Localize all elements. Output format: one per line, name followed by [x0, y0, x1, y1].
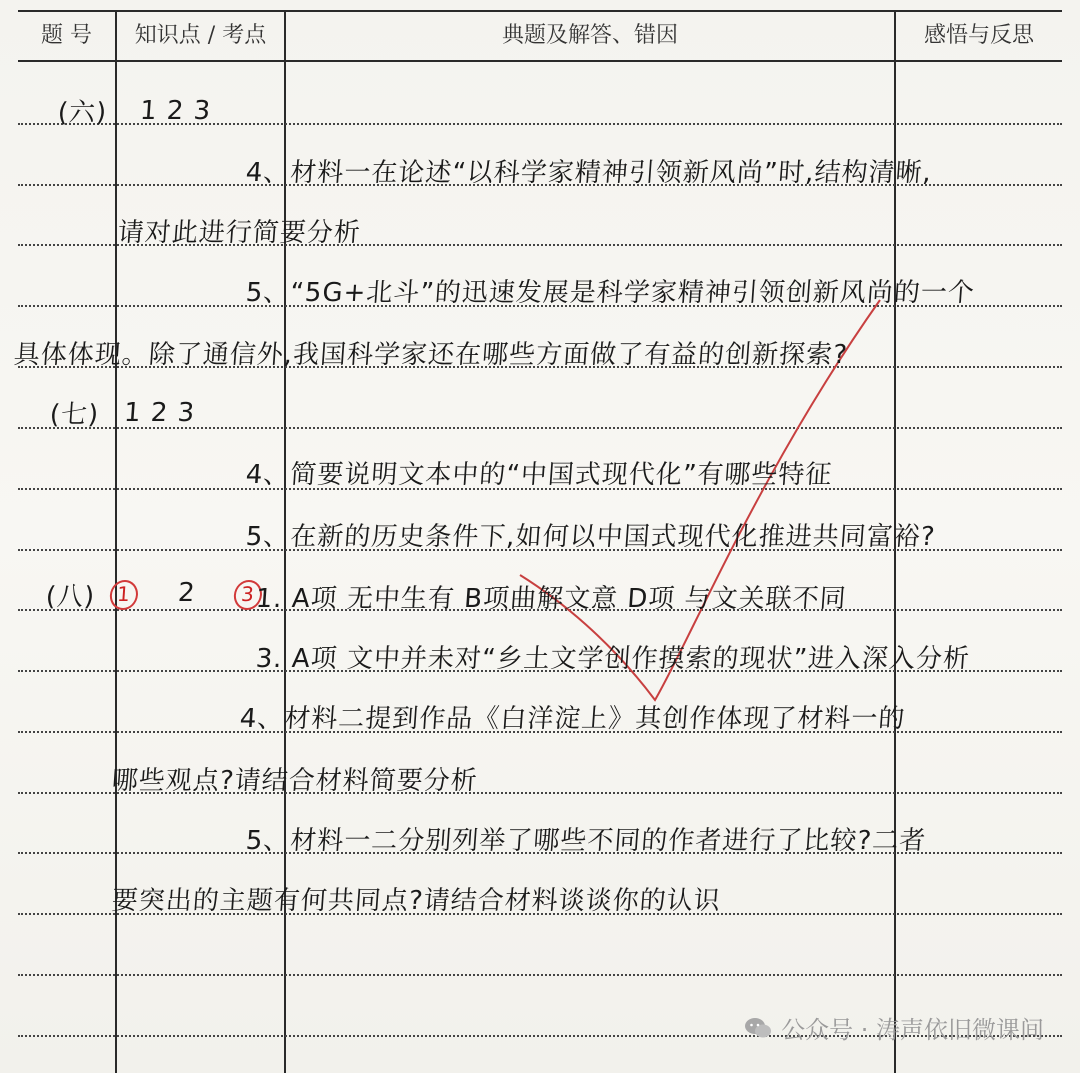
question-text: 4、简要说明文本中的“中国式现代化”有哪些特征: [244, 460, 834, 490]
knowledge-points: 1 2 3: [138, 96, 213, 126]
question-text: 要突出的主题有何共同点?请结合材料谈谈你的认识: [110, 886, 722, 916]
question-number: (八): [44, 582, 97, 612]
header-knowledge: 知识点 / 考点: [134, 23, 267, 48]
question-number: (七): [48, 400, 101, 430]
knowledge-point-circled: 3: [233, 578, 263, 610]
question-text: 5、在新的历史条件下,如何以中国式现代化推进共同富裕?: [244, 522, 937, 552]
question-text: 5、材料一二分别列举了哪些不同的作者进行了比较?二者: [244, 826, 928, 856]
watermark: [743, 1010, 1044, 1045]
knowledge-points: 1 2 3: [122, 398, 197, 428]
question-text: 哪些观点?请结合材料简要分析: [110, 766, 479, 796]
watermark-text: 公众号 · 涛声依旧微课间: [781, 1016, 1044, 1044]
answer-text: 1. A项 无中生有 B项曲解文意 D项 与文关联不同: [254, 584, 848, 614]
knowledge-point-circled: 1: [109, 578, 139, 610]
question-text: 5、“5G+北斗”的迅速发展是科学家精神引领创新风尚的一个: [244, 278, 976, 308]
question-text: 具体体现。除了通信外,我国科学家还在哪些方面做了有益的创新探索?: [12, 340, 849, 370]
header-reflection: 感悟与反思: [923, 23, 1034, 48]
header-number: 题 号: [41, 23, 92, 48]
question-number: (六): [56, 98, 109, 128]
question-text: 请对此进行简要分析: [116, 218, 362, 248]
wechat-icon: [743, 1016, 773, 1040]
knowledge-point: 2: [176, 578, 197, 608]
question-text: 4、材料一在论述“以科学家精神引领新风尚”时,结构清晰,: [244, 158, 933, 188]
question-text: 4、材料二提到作品《白洋淀上》其创作体现了材料一的: [238, 704, 907, 734]
answer-text: 3. A项 文中并未对“乡土文学创作摸索的现状”进入深入分析: [254, 644, 971, 674]
header-question: 典题及解答、错因: [501, 23, 678, 48]
